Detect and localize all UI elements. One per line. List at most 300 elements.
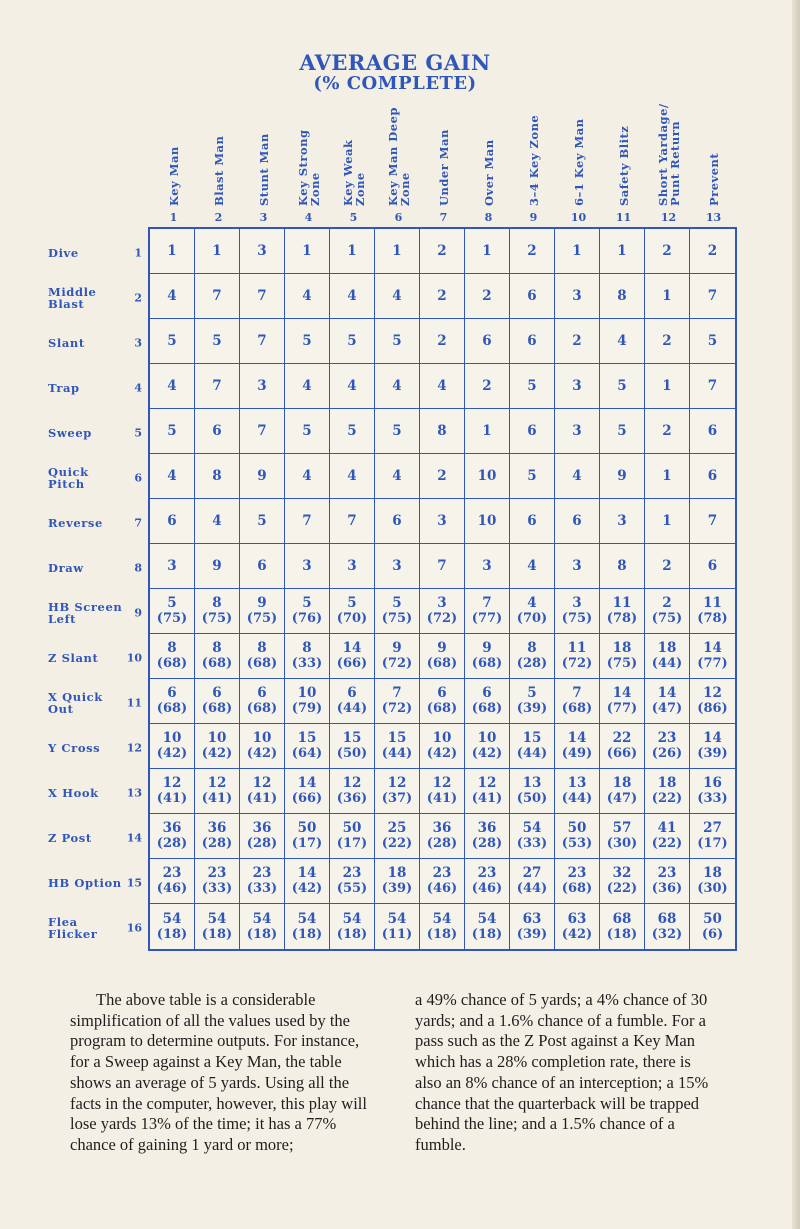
- cell-completion: (66): [336, 656, 368, 671]
- cell-gain: 10: [432, 730, 452, 746]
- cell-gain: 54: [297, 910, 317, 927]
- cell-completion: (18): [201, 926, 233, 942]
- table-cell: [420, 544, 465, 589]
- cell-completion: (30): [606, 836, 638, 851]
- row-label: [46, 365, 148, 410]
- table-cell: [600, 589, 645, 634]
- column-label: [573, 118, 585, 206]
- table-cell: [555, 499, 600, 544]
- table-cell: [690, 229, 735, 274]
- cell-gain: 5: [392, 422, 402, 439]
- table-cell: [645, 364, 690, 409]
- table-cell: [240, 904, 285, 949]
- table-title: [0, 52, 790, 93]
- cell-completion: (6): [701, 926, 724, 942]
- cell-completion: (70): [336, 611, 368, 626]
- column-header: [466, 95, 511, 228]
- table-cell: [510, 319, 555, 364]
- column-header: [556, 95, 601, 228]
- cell-gain: 7: [257, 332, 267, 349]
- row-label: [46, 410, 148, 455]
- cell-gain: 9: [212, 557, 222, 574]
- table-cell: [240, 364, 285, 409]
- table-cell: [555, 904, 600, 949]
- column-headers: [149, 95, 740, 228]
- row-label-name: Z Slant: [48, 650, 99, 665]
- cell-gain: 13: [522, 775, 542, 791]
- cell-gain: 13: [567, 775, 587, 791]
- table-cell: [240, 769, 285, 814]
- cell-gain: 68: [612, 910, 632, 927]
- table-cell: [375, 634, 420, 679]
- column-header: [646, 95, 691, 228]
- table-cell: [420, 409, 465, 454]
- table-cell: [150, 544, 195, 589]
- table-cell: [240, 679, 285, 724]
- table-cell: [690, 634, 735, 679]
- cell-gain: 2: [662, 595, 672, 611]
- row-label-name: X Quick Out: [48, 689, 103, 716]
- column-header: [511, 95, 556, 228]
- row-label: [46, 320, 148, 365]
- row-label-name: HB Screen Left: [48, 599, 123, 626]
- table-cell: [690, 544, 735, 589]
- table-cell: [150, 589, 195, 634]
- table-cell: [150, 499, 195, 544]
- column-label: [213, 136, 225, 206]
- cell-gain: 6: [392, 512, 402, 529]
- table-cell: [690, 724, 735, 769]
- cell-gain: 6: [482, 332, 492, 349]
- cell-completion: (22): [381, 836, 413, 851]
- cell-gain: 7: [482, 595, 492, 611]
- cell-completion: (77): [697, 656, 728, 671]
- table-cell: [150, 679, 195, 724]
- cell-gain: 54: [387, 910, 407, 927]
- body-text-right: a 49% chance of 5 yards; a 4% chance of 30 yards; and a 1.6% chance of a fumble. For a pass such as the Z Post against a Key Man which has a 28% completion rate, there is also an 8% chance of an interception; a 15% chance that the quarterback will be trapped behind the line; and a 1.5% chance of a fumble.: [415, 990, 709, 1154]
- cell-gain: 2: [437, 287, 447, 304]
- column-label: [528, 115, 540, 206]
- cell-gain: 5: [167, 422, 177, 439]
- column-label: [387, 107, 411, 206]
- row-label: [46, 725, 148, 770]
- cell-gain: 11: [567, 640, 587, 656]
- table-cell: [285, 904, 330, 949]
- cell-gain: 6: [167, 685, 177, 701]
- cell-completion: (68): [156, 701, 188, 716]
- cell-gain: 1: [572, 242, 582, 259]
- cell-gain: 23: [657, 730, 677, 746]
- table-cell: [690, 454, 735, 499]
- cell-completion: (28): [516, 656, 548, 671]
- row-label-name: Sweep: [48, 425, 92, 440]
- table-cell: [645, 499, 690, 544]
- cell-gain: 68: [657, 910, 677, 927]
- table-cell: [690, 679, 735, 724]
- cell-gain: 2: [482, 377, 492, 394]
- table-cell: [375, 724, 420, 769]
- cell-gain: 1: [347, 242, 357, 259]
- cell-completion: (75): [156, 611, 188, 626]
- cell-gain: 3: [167, 557, 177, 574]
- table-cell: [465, 499, 510, 544]
- table-cell: [330, 814, 375, 859]
- cell-gain: 5: [257, 512, 267, 529]
- cell-gain: 4: [437, 377, 447, 394]
- cell-gain: 7: [212, 287, 222, 304]
- table-cell: [510, 859, 555, 904]
- cell-completion: (17): [291, 836, 323, 851]
- table-cell: [330, 904, 375, 949]
- table-cell: [645, 319, 690, 364]
- row-label: [46, 230, 148, 275]
- cell-gain: 4: [527, 557, 537, 574]
- table-cell: [465, 454, 510, 499]
- table-cell: [510, 589, 555, 634]
- cell-gain: 7: [392, 685, 402, 701]
- row-label-name: Z Post: [48, 830, 92, 845]
- column-number: 13: [705, 211, 722, 224]
- cell-gain: 5: [167, 332, 177, 349]
- cell-gain: 4: [392, 467, 402, 484]
- table-cell: [645, 409, 690, 454]
- cell-gain: 63: [522, 910, 542, 927]
- cell-completion: (75): [381, 611, 413, 626]
- table-cell: [420, 769, 465, 814]
- column-header: [691, 95, 736, 228]
- table-cell: [375, 409, 420, 454]
- cell-gain: 18: [387, 865, 407, 881]
- cell-completion: (75): [246, 611, 278, 626]
- table-cell: [150, 814, 195, 859]
- column-label-line: Prevent: [706, 152, 721, 206]
- cell-gain: 3: [257, 242, 267, 259]
- cell-completion: (18): [336, 926, 368, 942]
- table-cell: [150, 859, 195, 904]
- cell-gain: 14: [567, 730, 587, 746]
- cell-completion: (39): [516, 926, 548, 942]
- cell-gain: 7: [257, 422, 267, 439]
- table-cell: [240, 454, 285, 499]
- row-label-number: 5: [134, 426, 142, 439]
- cell-completion: (53): [561, 836, 593, 851]
- cell-completion: (30): [697, 881, 728, 896]
- table-cell: [420, 454, 465, 499]
- column-header: [241, 95, 286, 228]
- cell-completion: (33): [291, 656, 323, 671]
- cell-completion: (39): [381, 881, 413, 896]
- table-cell: [510, 904, 555, 949]
- cell-gain: 3: [572, 422, 582, 439]
- cell-gain: 4: [347, 287, 357, 304]
- cell-completion: (68): [201, 656, 233, 671]
- cell-gain: 25: [387, 820, 407, 836]
- cell-gain: 27: [522, 865, 542, 881]
- cell-gain: 9: [437, 640, 447, 656]
- table-cell: [330, 409, 375, 454]
- cell-gain: 4: [347, 377, 357, 394]
- cell-gain: 6: [572, 512, 582, 529]
- table-cell: [330, 724, 375, 769]
- table-cell: [240, 544, 285, 589]
- row-label-number: 12: [126, 741, 142, 754]
- table-cell: [510, 769, 555, 814]
- column-label-line: 6–1 Key Man: [571, 118, 586, 206]
- cell-gain: 8: [437, 422, 447, 439]
- table-cell: [600, 274, 645, 319]
- cell-gain: 4: [302, 467, 312, 484]
- cell-gain: 4: [347, 467, 357, 484]
- cell-gain: 4: [167, 287, 177, 304]
- cell-completion: (44): [561, 791, 593, 806]
- table-cell: [600, 319, 645, 364]
- table-cell: [375, 544, 420, 589]
- cell-gain: 41: [657, 820, 677, 836]
- table-cell: [285, 724, 330, 769]
- column-label-line: Key Weak: [340, 139, 355, 206]
- cell-gain: 4: [302, 377, 312, 394]
- cell-completion: (33): [246, 881, 278, 896]
- table-cell: [195, 814, 240, 859]
- cell-completion: (68): [426, 701, 458, 716]
- cell-gain: 14: [703, 640, 722, 656]
- row-label-number: 10: [126, 651, 142, 664]
- table-cell: [285, 409, 330, 454]
- row-label: [46, 545, 148, 590]
- row-label-number: 1: [134, 246, 142, 259]
- row-label-name: Flea Flicker: [48, 914, 98, 941]
- cell-gain: 23: [567, 865, 587, 881]
- table-cell: [375, 229, 420, 274]
- cell-gain: 23: [252, 865, 272, 881]
- cell-gain: 23: [162, 865, 182, 881]
- row-label-number: 9: [134, 606, 142, 619]
- cell-completion: (72): [561, 656, 593, 671]
- cell-gain: 3: [392, 557, 402, 574]
- column-label: [657, 103, 681, 206]
- table-cell: [555, 544, 600, 589]
- cell-gain: 11: [612, 595, 632, 611]
- table-cell: [240, 409, 285, 454]
- title-line-1: AVERAGE GAIN: [299, 50, 491, 75]
- table-cell: [465, 409, 510, 454]
- table-cell: [510, 274, 555, 319]
- cell-gain: 2: [707, 242, 718, 259]
- table-cell: [465, 589, 510, 634]
- cell-gain: 32: [612, 865, 632, 881]
- cell-gain: 9: [257, 467, 267, 484]
- table-cell: [690, 364, 735, 409]
- row-label: [46, 500, 148, 545]
- cell-completion: (66): [606, 746, 638, 761]
- cell-gain: 15: [522, 730, 542, 746]
- cell-gain: 6: [257, 685, 267, 701]
- table-cell: [555, 724, 600, 769]
- cell-completion: (64): [291, 746, 323, 761]
- cell-gain: 8: [212, 467, 222, 484]
- table-cell: [195, 319, 240, 364]
- cell-gain: 1: [167, 242, 177, 259]
- cell-gain: 5: [347, 595, 357, 611]
- cell-completion: (33): [516, 836, 548, 851]
- column-label-line: Blast Man: [211, 135, 226, 206]
- cell-completion: (28): [201, 836, 233, 851]
- table-cell: [330, 499, 375, 544]
- table-cell: [195, 229, 240, 274]
- table-cell: [420, 724, 465, 769]
- row-label: [46, 455, 148, 500]
- cell-completion: (41): [471, 791, 503, 806]
- column-label: [168, 146, 180, 206]
- cell-completion: (41): [156, 791, 188, 806]
- cell-gain: 12: [162, 775, 182, 791]
- cell-gain: 2: [662, 242, 672, 259]
- table-cell: [285, 814, 330, 859]
- cell-gain: 14: [297, 775, 317, 791]
- table-cell: [195, 454, 240, 499]
- cell-completion: (68): [471, 701, 503, 716]
- table-cell: [420, 634, 465, 679]
- cell-gain: 54: [477, 910, 497, 927]
- table-cell: [510, 229, 555, 274]
- cell-completion: (46): [156, 881, 188, 896]
- cell-gain: 57: [612, 820, 632, 836]
- table-cell: [690, 319, 735, 364]
- cell-completion: (50): [516, 791, 548, 806]
- column-label: [297, 130, 321, 207]
- table-cell: [240, 229, 285, 274]
- table-cell: [645, 589, 690, 634]
- table-cell: [375, 769, 420, 814]
- row-label: [46, 815, 148, 860]
- cell-completion: (75): [606, 656, 638, 671]
- table-cell: [600, 364, 645, 409]
- row-label-number: 3: [134, 336, 142, 349]
- table-cell: [375, 319, 420, 364]
- column-number: 2: [214, 211, 223, 224]
- cell-completion: (46): [471, 881, 503, 896]
- cell-gain: 6: [167, 512, 177, 529]
- cell-gain: 18: [612, 640, 632, 656]
- table-cell: [375, 454, 420, 499]
- table-cell: [420, 274, 465, 319]
- cell-gain: 6: [707, 557, 718, 574]
- table-cell: [375, 274, 420, 319]
- cell-gain: 23: [477, 865, 497, 881]
- cell-gain: 23: [657, 865, 677, 881]
- row-label-number: 16: [126, 921, 142, 934]
- cell-gain: 3: [482, 557, 492, 574]
- cell-gain: 16: [703, 775, 722, 791]
- cell-gain: 12: [387, 775, 407, 791]
- cell-completion: (68): [561, 881, 593, 896]
- cell-gain: 8: [527, 640, 537, 656]
- table-cell: [690, 499, 735, 544]
- table-cell: [645, 544, 690, 589]
- cell-gain: 18: [657, 640, 677, 656]
- row-label-number: 8: [134, 561, 142, 574]
- cell-gain: 12: [342, 775, 362, 791]
- cell-gain: 36: [207, 820, 227, 836]
- gain-table: [148, 227, 737, 951]
- table-cell: [420, 904, 465, 949]
- column-label-line: Punt Return: [667, 120, 682, 206]
- cell-completion: (28): [426, 836, 458, 851]
- cell-gain: 11: [703, 595, 722, 611]
- column-header: [196, 95, 241, 228]
- table-cell: [285, 544, 330, 589]
- table-cell: [420, 679, 465, 724]
- row-label-name: HB Option: [48, 875, 122, 890]
- cell-gain: 2: [527, 242, 537, 259]
- cell-gain: 23: [342, 865, 362, 881]
- table-cell: [240, 634, 285, 679]
- cell-gain: 1: [617, 242, 627, 259]
- column-label-line: Under Man: [436, 129, 451, 206]
- table-cell: [285, 679, 330, 724]
- cell-completion: (17): [697, 836, 728, 851]
- row-label-number: 2: [134, 291, 142, 304]
- cell-completion: (22): [606, 881, 638, 896]
- table-cell: [465, 634, 510, 679]
- column-header: [331, 95, 376, 228]
- row-label-name: Middle Blast: [48, 284, 97, 311]
- cell-completion: (33): [697, 791, 728, 806]
- table-cell: [555, 319, 600, 364]
- table-cell: [150, 769, 195, 814]
- table-cell: [465, 904, 510, 949]
- cell-completion: (36): [651, 881, 683, 896]
- table-cell: [600, 634, 645, 679]
- table-cell: [510, 454, 555, 499]
- table-cell: [285, 859, 330, 904]
- table-cell: [555, 769, 600, 814]
- column-label-line: Over Man: [481, 139, 496, 206]
- cell-completion: (44): [336, 701, 368, 716]
- cell-gain: 3: [572, 377, 582, 394]
- cell-gain: 23: [432, 865, 452, 881]
- table-cell: [555, 589, 600, 634]
- table-cell: [600, 409, 645, 454]
- cell-completion: (68): [246, 701, 278, 716]
- row-label-name: X Hook: [48, 785, 99, 800]
- table-cell: [420, 814, 465, 859]
- cell-gain: 50: [703, 910, 722, 927]
- cell-gain: 4: [392, 377, 402, 394]
- cell-completion: (75): [651, 611, 683, 626]
- cell-gain: 8: [212, 640, 222, 656]
- cell-gain: 3: [437, 595, 447, 611]
- column-label-line: Zone: [397, 172, 412, 206]
- cell-gain: 6: [257, 557, 267, 574]
- cell-completion: (49): [561, 746, 593, 761]
- cell-gain: 50: [297, 820, 317, 836]
- cell-gain: 1: [212, 242, 222, 259]
- cell-gain: 5: [392, 595, 402, 611]
- cell-completion: (44): [516, 881, 548, 896]
- table-cell: [555, 679, 600, 724]
- cell-gain: 5: [527, 685, 537, 701]
- cell-gain: 5: [527, 377, 537, 394]
- cell-gain: 6: [527, 332, 537, 349]
- cell-gain: 7: [212, 377, 222, 394]
- cell-gain: 6: [212, 685, 222, 701]
- cell-completion: (76): [291, 611, 323, 626]
- table-cell: [285, 229, 330, 274]
- table-cell: [375, 364, 420, 409]
- cell-gain: 2: [437, 242, 447, 259]
- cell-gain: 1: [482, 242, 492, 259]
